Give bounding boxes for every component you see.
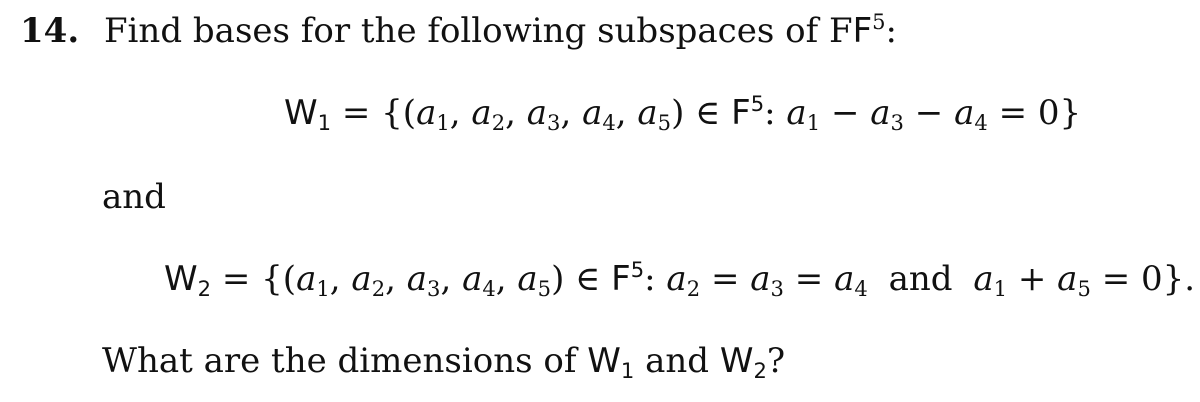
- intro-colon: :: [885, 11, 898, 51]
- w1-a2-sub: 2: [491, 109, 506, 135]
- w1-subscript: 1: [317, 109, 332, 135]
- w1-minus: −: [830, 93, 860, 133]
- w2-a5: a: [517, 259, 538, 299]
- w2-cond-a2-sub: 2: [686, 275, 701, 301]
- w1-equals-2: =: [998, 93, 1028, 133]
- w2-a3-sub: 3: [427, 275, 441, 301]
- w2-field: F: [611, 259, 631, 299]
- w2-cond-eq-2: =: [794, 259, 824, 299]
- w1-zero: 0: [1037, 93, 1060, 133]
- question-w1: W: [587, 341, 621, 381]
- w2-plus: +: [1017, 259, 1047, 299]
- w2-cond-eq-1: =: [710, 259, 740, 299]
- question-w1-sub: 1: [620, 357, 635, 383]
- w1-a3: a: [526, 93, 548, 133]
- w1-a4-sub: 4: [602, 109, 616, 135]
- w1-cond-a1: a: [786, 93, 807, 133]
- w2-symbol: W: [164, 259, 198, 299]
- w2-cond-eq-3: =: [1101, 259, 1131, 299]
- w1-a5: a: [637, 93, 658, 133]
- w2-zero: 0: [1141, 259, 1163, 299]
- field-exponent: 5: [872, 8, 886, 34]
- w2-colon: :: [644, 259, 656, 299]
- w2-cond-a5-sub: 5: [1077, 275, 1091, 301]
- w2-cond-a3: a: [750, 259, 771, 299]
- w1-minus-2: −: [914, 93, 944, 133]
- w1-a3-sub: 3: [547, 109, 561, 135]
- w2-cond-a2: a: [666, 259, 687, 299]
- w2-cond-a4: a: [834, 259, 855, 299]
- and-connector: and: [102, 177, 166, 217]
- question-w2: W: [719, 341, 754, 381]
- w2-and-word: and: [888, 259, 953, 299]
- problem-number: 14.: [20, 11, 80, 51]
- w2-cond-a4-sub: 4: [854, 275, 868, 301]
- w1-a1: a: [416, 93, 437, 133]
- w1-colon: :: [764, 93, 776, 133]
- w2-cond-a1-sub: 1: [993, 275, 1008, 301]
- w2-a2: a: [351, 259, 372, 299]
- problem-statement: [20, 8, 898, 51]
- w2-equals: =: [221, 259, 251, 299]
- w2-close-set: }.: [1162, 259, 1196, 299]
- question-w2-sub: 2: [753, 357, 767, 383]
- problem-intro: Find bases for the following subspaces of F: [103, 11, 853, 51]
- w1-cond-a3: a: [870, 93, 891, 133]
- w1-definition: $W_1 = \{(a_1$, $a_2$, $a_3$, $a_4$, $a_5$) ∈ $F^5$: $a_1 - a_3 - a_4 = 0$}: [284, 90, 1082, 135]
- w1-cond-a3-sub: 3: [890, 109, 904, 135]
- field-symbol: F: [852, 11, 873, 51]
- w1-a1-sub: 1: [436, 109, 450, 135]
- w1-field: F: [731, 93, 751, 133]
- w1-equals: =: [341, 93, 371, 133]
- w2-close-tuple: ): [551, 259, 565, 299]
- question-mark: ?: [766, 341, 786, 381]
- w1-field-exp: 5: [750, 90, 765, 116]
- w1-cond-a4: a: [954, 93, 975, 133]
- w2-element-of: ∈: [575, 259, 601, 299]
- w1-cond-a4-sub: 4: [974, 109, 988, 135]
- w1-open: {(: [381, 93, 417, 133]
- w2-field-exp: 5: [630, 256, 645, 282]
- w2-a1-sub: 1: [316, 275, 330, 301]
- w2-definition: $W_2 = \{(a_1$, $a_2$, $a_3$, $a_4$, $a_5$) ∈ $F^5$: $a_2 = a_3 = a_4$ and $a_1 + a_5 = 0$}.: [164, 256, 1196, 301]
- w2-a4-sub: 4: [482, 275, 496, 301]
- w1-a5-sub: 5: [657, 109, 672, 135]
- w2-a3: a: [406, 259, 428, 299]
- w1-a4: a: [582, 93, 603, 133]
- w2-a4: a: [462, 259, 483, 299]
- w1-element-of: ∈: [695, 93, 721, 133]
- w2-cond-a1: a: [973, 259, 994, 299]
- w1-symbol: W: [284, 93, 318, 133]
- w2-a5-sub: 5: [537, 275, 552, 301]
- w1-close-set: }: [1059, 93, 1082, 133]
- w2-subscript: 2: [197, 275, 212, 301]
- w1-a2: a: [471, 93, 492, 133]
- w1-cond-a1-sub: 1: [806, 109, 821, 135]
- w1-close-tuple: ): [671, 93, 685, 133]
- question-text: What are the dimensions of: [102, 341, 577, 381]
- question: [102, 341, 786, 383]
- w2-a2-sub: 2: [371, 275, 386, 301]
- question-and: and: [645, 341, 710, 381]
- w2-cond-a3-sub: 3: [770, 275, 784, 301]
- w2-cond-a5: a: [1057, 259, 1078, 299]
- w2-a1: a: [296, 259, 317, 299]
- w2-open: {(: [261, 259, 297, 299]
